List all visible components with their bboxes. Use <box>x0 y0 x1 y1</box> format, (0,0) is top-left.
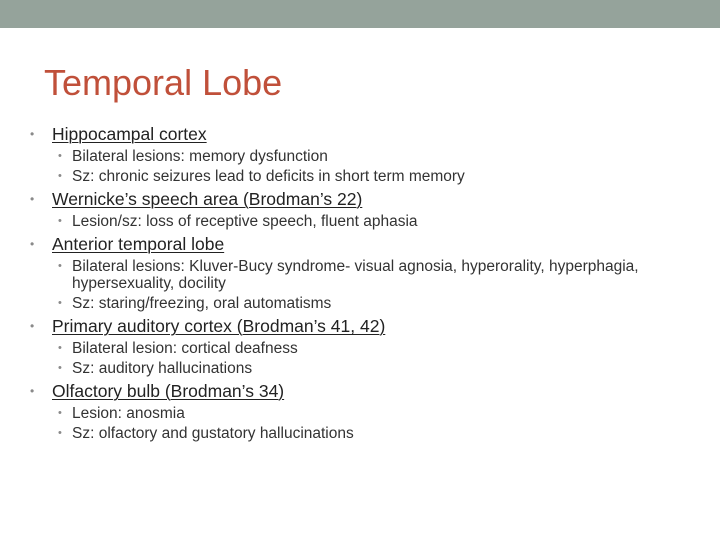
section-heading[interactable]: Anterior temporal lobe <box>52 234 225 254</box>
bullet-level2 <box>30 258 680 292</box>
bullet-dot: • <box>58 342 62 354</box>
bullet-dot: • <box>58 260 62 272</box>
section-heading[interactable]: Olfactory bulb (Brodman’s 34) <box>52 381 285 401</box>
bullet-dot: • <box>30 192 35 206</box>
list-item: Sz: chronic seizures lead to deficits in short term memory <box>72 168 465 185</box>
section-heading[interactable]: Primary auditory cortex (Brodman’s 41, 42) <box>52 316 386 336</box>
bullet-level2 <box>30 405 680 422</box>
slide-title: Temporal Lobe <box>44 62 283 103</box>
section-wernicke <box>30 188 680 230</box>
bullet-level2 <box>30 213 680 230</box>
top-bar <box>0 0 720 28</box>
bullet-dot: • <box>58 427 62 439</box>
list-item: Lesion/sz: loss of receptive speech, fluent aphasia <box>72 213 418 230</box>
bullet-level1 <box>30 315 680 337</box>
bullet-dot: • <box>58 150 62 162</box>
list-item: Bilateral lesions: memory dysfunction <box>72 148 328 165</box>
section-hippocampal-cortex <box>30 123 680 185</box>
section-anterior-temporal-lobe <box>30 233 680 312</box>
list-item: Bilateral lesion: cortical deafness <box>72 340 298 357</box>
section-heading[interactable]: Wernicke’s speech area (Brodman’s 22) <box>52 189 363 209</box>
bullet-dot: • <box>30 319 35 333</box>
bullet-dot: • <box>58 362 62 374</box>
bullet-level2 <box>30 168 680 185</box>
bullet-level2 <box>30 425 680 442</box>
bullet-dot: • <box>58 215 62 227</box>
section-olfactory-bulb <box>30 380 680 442</box>
bullet-level2 <box>30 148 680 165</box>
bullet-dot: • <box>58 297 62 309</box>
list-item: Lesion: anosmia <box>72 405 185 422</box>
bullet-level1 <box>30 123 680 145</box>
bullet-dot: • <box>30 127 35 141</box>
bullet-dot: • <box>58 407 62 419</box>
list-item: Sz: olfactory and gustatory hallucinations <box>72 425 354 442</box>
bullet-level1 <box>30 233 680 255</box>
section-heading[interactable]: Hippocampal cortex <box>52 124 207 144</box>
bullet-dot: • <box>30 384 35 398</box>
bullet-level2 <box>30 360 680 377</box>
bullet-level2 <box>30 340 680 357</box>
list-item: Bilateral lesions: Kluver-Bucy syndrome- visual agnosia, hyperorality, hyperphagia, hypersexuality, docility <box>72 258 639 292</box>
bullet-level2 <box>30 295 680 312</box>
bullet-level1 <box>30 380 680 402</box>
bullet-dot: • <box>30 237 35 251</box>
list-item: Sz: auditory hallucinations <box>72 360 253 377</box>
list-item: Sz: staring/freezing, oral automatisms <box>72 295 332 312</box>
bullet-level1 <box>30 188 680 210</box>
section-primary-auditory-cortex <box>30 315 680 377</box>
bullet-dot: • <box>58 170 62 182</box>
slide-content <box>30 122 680 445</box>
